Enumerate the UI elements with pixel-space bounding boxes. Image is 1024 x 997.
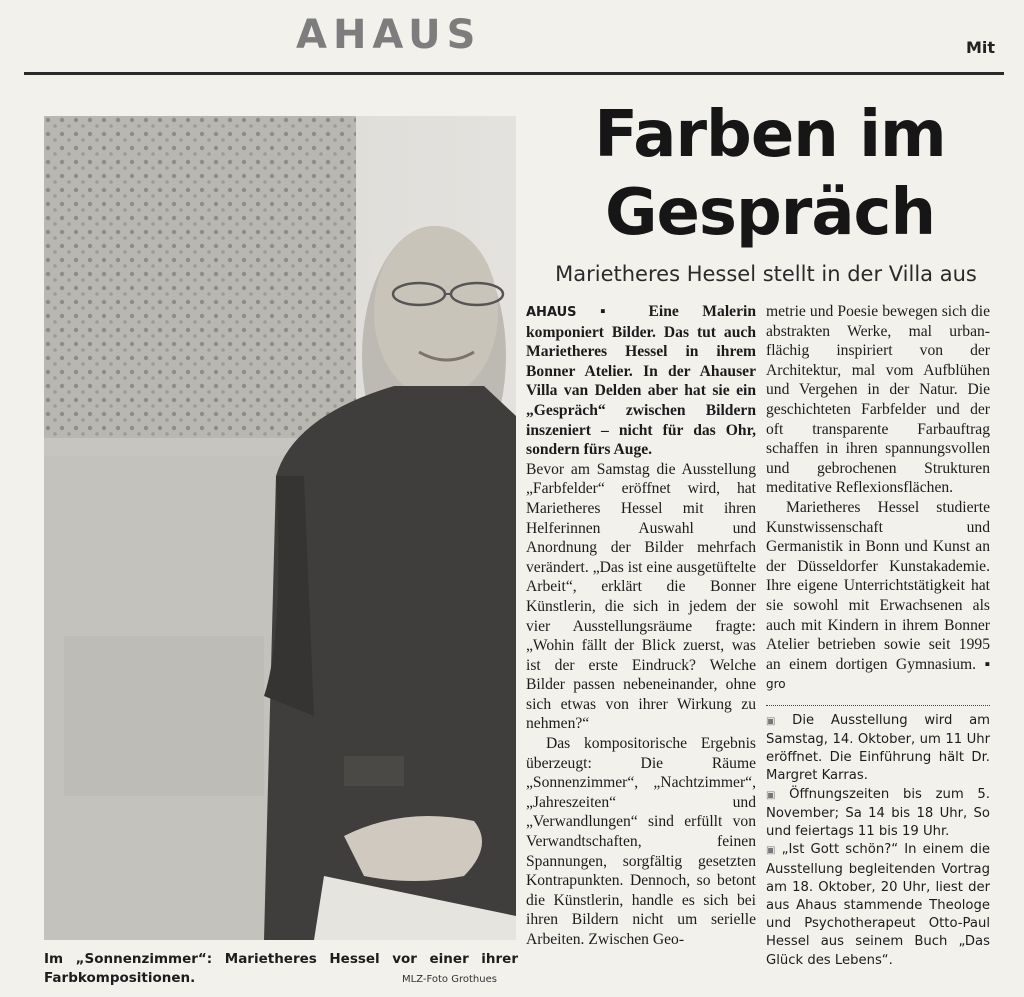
info-item [766, 841, 990, 969]
bullet-icon: ▣ [766, 845, 776, 857]
bullet-icon: ▣ [766, 789, 776, 801]
article-photo [44, 116, 516, 940]
info-text: Die Ausstellung wird am Samstag, 14. Oktober, um 11 Uhr eröffnet. Die Einführung hält Dr. Margret Karras. [766, 712, 990, 784]
author-signature: gro [766, 677, 786, 692]
info-text: Öffnungszeiten bis zum 5. November; Sa 14 bis 18 Uhr, So und feiertags 11 bis 19 Uhr. [766, 786, 990, 840]
paragraph-3: metrie und Poesie bewegen sich die abstrakten Werke, mal urban-flächig inspiriert von der Architektur, mal vom Aufblühen und Vergehen in der Natur. Die geschichteten Farbfelder und der oft transparente Farbauftrag schaffen in ihren spannungsvollen und gebrochenen Strukturen meditative Reflexionsflächen. [766, 303, 990, 497]
paragraph-4-text: Marietheres Hessel studierte Kunstwissenschaft und Germanistik in Bonn und Kunst an der Düsseldorfer Kunstakademie. Ihre eigene Unterrichtstätigkeit hat sie sowohl mit Erwachsenen als auch mit Kindern in ihrem Bonner Atelier betrieben sowie seit 1995 an einem dortigen Gymnasium. [766, 498, 990, 673]
header-city: AHAUS [296, 12, 482, 58]
intro-text: Eine Malerin komponiert Bilder. Das tut auch Marietheres Hessel in ihrem Bonner Atelier. In der Ahauser Villa van Delden aber hat sie ein „Gespräch“ zwischen Bildern inszeniert – nicht für das Ohr, sondern fürs Auge. [526, 303, 757, 459]
info-text: „Ist Gott schön?“ In einem die Ausstellung begleitenden Vortrag am 18. Oktober, 20 Uhr, liest der aus Ahaus stammende Theologe und Psychotherapeut Otto-Paul Hessel aus seinem Buch „Das Glück des Lebens“. [766, 842, 990, 968]
paragraph-4: Marietheres Hessel studierte Kunstwissenschaft und Germanistik in Bonn und Kunst an der Düsseldorfer Kunstakademie. Ihre eigene Unterrichtstätigkeit hat sie sowohl mit Erwachsenen als auch mit Kindern in ihrem Bonner Atelier betrieben sowie seit 1995 an einem dortigen Gymnasium. ▪ gro [766, 498, 990, 692]
paragraph-1: Bevor am Samstag die Ausstellung „Farbfelder“ eröffnet wird, hat Marietheres Hessel mit ihren Helferinnen Auswahl und Anordnung der Bilder mehrfach verändert. „Das ist eine ausgetüftelte Arbeit“, erklärt die Bonner Künstlerin, die sich in jedem der vier Ausstellungsräume fragte: „Wohin fällt der Blick zuerst, was ist der erste Eindruck? Welche Bilder passen nebeneinander, ohne sich etwas von ihrer Wirkung zu nehmen?“ [526, 460, 756, 733]
intro-paragraph: AHAUS ▪ Eine Malerin komponiert Bilder. Das tut auch Marietheres Hessel in ihrem Bonner Atelier. In der Ahauser Villa van Delden aber hat sie ein „Gespräch“ zwischen Bildern inszeniert – nicht für das Ohr, sondern fürs Auge. [526, 303, 757, 459]
article-column-2 [766, 302, 990, 970]
caption-line-1: Im „Sonnenzimmer“: Marietheres Hessel vor einer ihrer [44, 951, 518, 967]
header-day: Mit [966, 38, 996, 57]
paragraph-2: Das kompositorische Ergebnis überzeugt: Die Räume „Sonnenzimmer“, „Nachtzimmer“, „Jahreszeiten“ und „Verwandlungen“ sind erfüllt von Verwandtschaften, feinen Spannungen, sorgfältig gesetzten Kontrapunkten. Dennoch, so betont die Künstlerin, handle es sich bei ihren Bildern nicht um serielle Arbeiten. Zwischen Geo- [526, 735, 756, 948]
portrait-image [44, 116, 516, 940]
header-rule [24, 72, 1004, 75]
caption-line-2: Farbkompositionen. [44, 970, 196, 986]
info-divider [766, 705, 990, 706]
headline-line-2: Gespräch [604, 176, 936, 250]
info-item [766, 786, 990, 842]
dateline: AHAUS [526, 305, 577, 320]
subheadline: Marietheres Hessel stellt in der Villa aus [555, 262, 977, 286]
info-item [766, 712, 990, 786]
bullet-icon: ▣ [766, 715, 776, 727]
headline-line-1: Farben im [594, 98, 946, 172]
headline [560, 96, 980, 252]
article-column-1 [526, 302, 756, 950]
photo-credit: MLZ-Foto Grothues [402, 974, 497, 985]
